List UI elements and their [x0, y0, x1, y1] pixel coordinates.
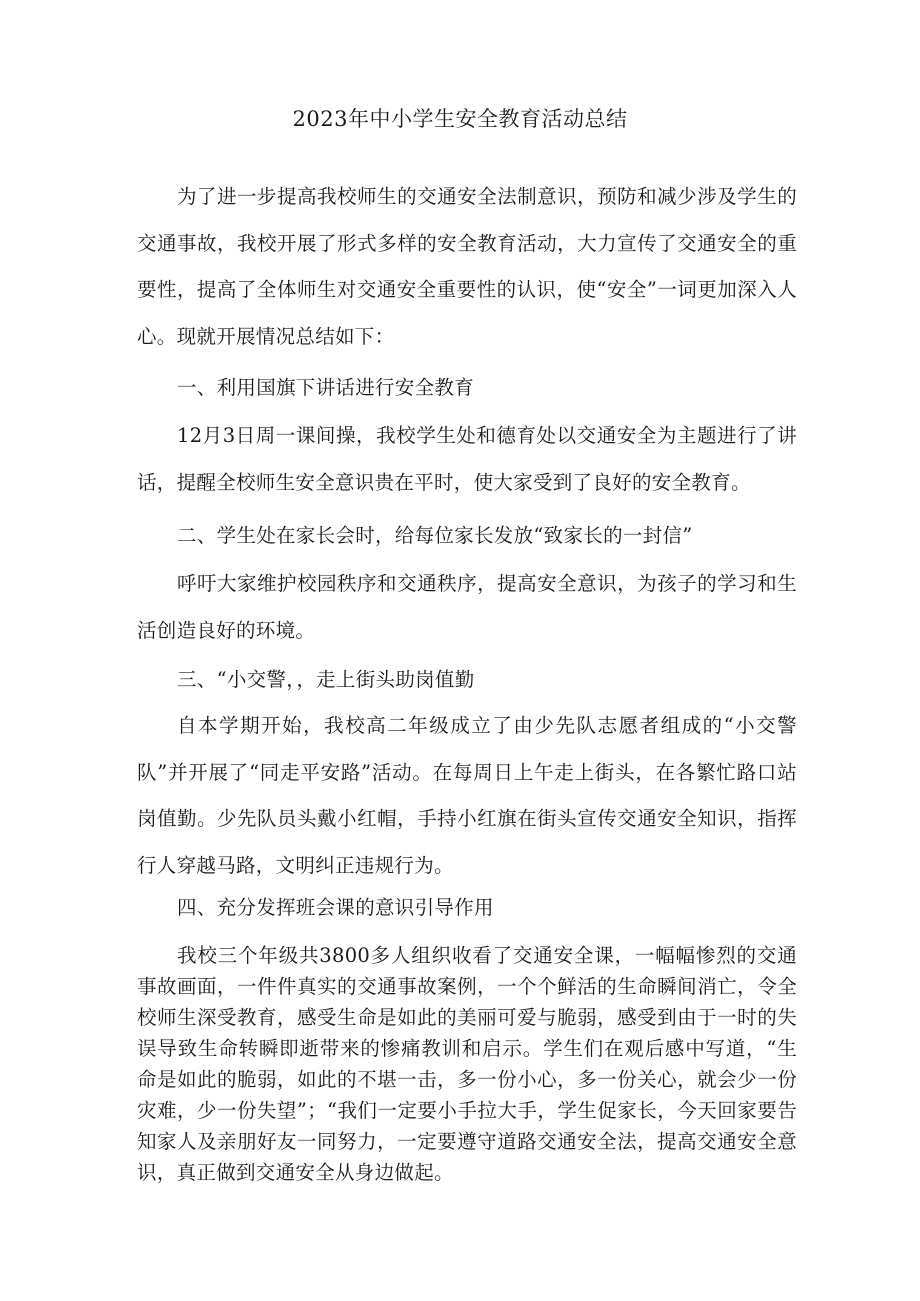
section-heading-2: 二、学生处在家长会时，给每位家长发放“致家长的一封信”: [177, 524, 693, 547]
section-heading-4: 四、充分发挥班会课的意识引导作用: [177, 896, 494, 919]
intro-paragraph: 为了进一步提高我校师生的交通安全法制意识，预防和减少涉及学生的交通事故，我校开展了形式多样的安全教育活动，大力宣传了交通安全的重要性，提高了全体师生对交通安全重要性的认识，使“安全”一词更加深入人心。现就开展情况总结如下：: [137, 185, 797, 348]
section-heading-3: 三、“小交警，，走上街头助岗值勤: [177, 668, 475, 691]
section-heading-1: 一、利用国旗下讲话进行安全教育: [177, 376, 475, 399]
section-body-4: 我校三个年级共3800多人组织收看了交通安全课，一幅幅惨烈的交通事故画面，一件件真实的交通事故案例，一个个鲜活的生命瞬间消亡，令全校师生深受教育，感受生命是如此的美丽可爱与脆弱，感受到由于一时的失误导致生命转瞬即逝带来的惨痛教训和启示。学生们在观后感中写道，“生命是如此的脆弱，如此的不堪一击，多一份小心，多一份关心，就会少一份灾难，少一份失望”；“我们一定要小手拉大手，学生促家长，今天回家要告知家人及亲朋好友一同努力，一定要遵守道路交通安全法，提高交通安全意识，真正做到交通安全从身边做起。: [137, 944, 797, 1184]
section-body-1: 12月3日周一课间操，我校学生处和德育处以交通安全为主题进行了讲话，提醒全校师生安全意识贵在平时，使大家受到了良好的安全教育。: [137, 424, 797, 494]
section-body-3: 自本学期开始，我校高二年级成立了由少先队志愿者组成的“小交警队”并开展了“同走平安路”活动。在每周日上午走上街头，在各繁忙路口站岗值勤。少先队员头戴小红帽，手持小红旗在街头宣传交通安全知识，指挥行人穿越马路，文明纠正违规行为。: [137, 714, 797, 877]
section-body-2: 呼吁大家维护校园秩序和交通秩序，提高安全意识，为孩子的学习和生活创造良好的环境。: [137, 572, 797, 642]
document-title: 2023年中小学生安全教育活动总结: [292, 107, 628, 131]
